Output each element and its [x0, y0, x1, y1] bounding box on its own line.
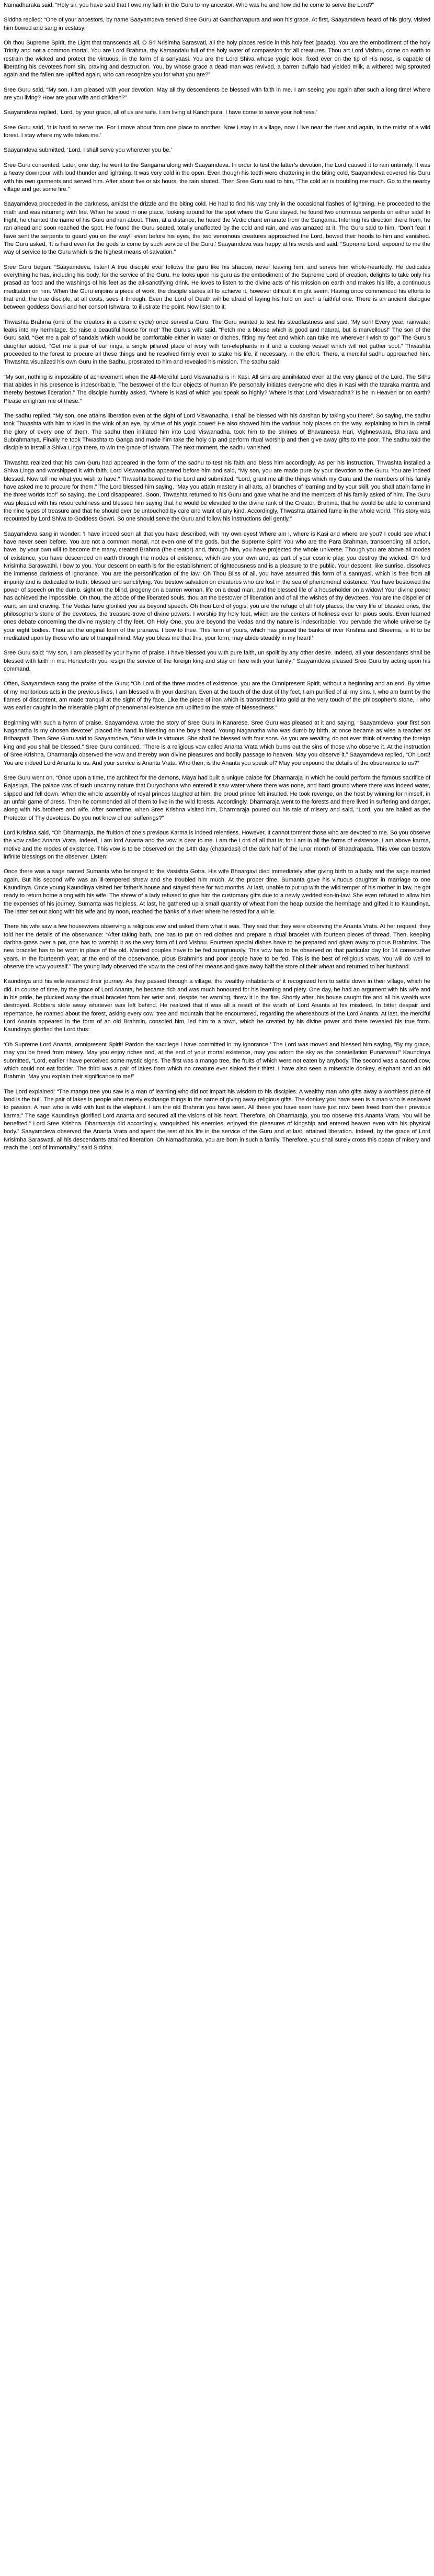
- paragraph: Sree Guru consented. Later, one day, he went to the Sangama along with Saayamdeva. In order to test the latter’s devotion, the Lord caused it to rain untimely. It was a heavy downpour with loud thunder and lightning. It was very cold in the open. Even though his teeth were chattering in the biting cold, Saayamdeva covered his Guru with his own garments and served him. After about five or six hours, the rain abated. Then Sree Guru said to him, “The cold air is troubling me much. Go to the nearby village and get some fire.”: [4, 162, 430, 193]
- paragraph: Sree Guru went on, “Once upon a time, the architect for the demons, Maya had built a unique palace for Dharmaraja in which he could perform the famous sacrifice of Rajasuya. The palace was of such uncanny nature that Duryodhana who entered it saw water where there was none, and hard ground where there was indeed water, slipped and fell down. When the whole assembly of royal princes laughed at him, the proud prince felt insulted. He took revenge, on the host by winning for himself, in an unfair game of dress. Then he commended all of them to live in the wild forests. Accordingly, Dharmaraja went to the forests and there lived in suffering and danger, along with his brothers and wife. After sometime, when Sree Krishna visited him, Dharmaraja poured out his tale of misery and said, “Lord, you are hailed as the Protector of Thy devotees. Do you not know of our sufferings?”: [4, 774, 430, 821]
- paragraph: Sree Guru said: “My son, I am pleased by your hymn of praise. I have blessed you with pure faith, un spoilt by any other desire. Indeed, all your descendants shall be blessed with faith in me. Henceforth you resign the service of the foreign king and stay on here with your family!” Saayamdeva pleased Sree Guru by acting upon his command.: [4, 650, 430, 673]
- paragraph: ‘Oh Supreme Lord Ananta, omnipresent Spirit! Pardon the sacrilege I have committed in my ignorance.’ The Lord was moved and blessed him saying, “By my grace, may you be freed from misery. May you enjoy riches and, at the end of your mortal existence, may you adorn the sky as the constellation Punarvasu!” Kaundinya submitted, “Lord, earlier I have perceived some mystic signs. The first was a mango tree, the fruits of which were not eaten by anybody. The second was a sacred cow, which could not eat fodder. The third was a pair of lakes from which no creature ever slaked their thirst. I have also seen a miserable donkey, elephant and an old Brahmin. May you explain their significance to me!”: [4, 1041, 430, 1080]
- paragraph: Saayamdeva sang in wonder: ‘I have indeed seen all that you have described, with my own eyes! Where am I, where is Kasi and where are you? I could see what I have never seen before. You are not a common mortal, not even one of the gods, but the Supreme Spirit! You who are the Para Brahman, transcending all action, have, by your own will to become the many, created Brahma (the creator) and, through him, you have projected the whole universe. Though you are above all modes of existence, you have descended on earth through the modes of existence, which are your own and, as part of your cosmic play, you destroy the wicked. Oh lord Nrisimha Saraswathi, I bow to you. Your descent on earth is for the establishment of righteousness and is a pleasure to the public. Your descent, like sunrise, dissolves the immense darkness of ignorance. You are the personification of the law. Oh Thou Bliss of all, you have assumed this form of a sannyasi, which is free from all impurity and is dedicated to truth, blessed and sanctifying. You bestow salvation on creatures who are lost in the sea of phenomenal existence. You have bestowed the power of speech on the dumb, sight on the blind, progeny on a barren woman, life on a dead man, and the blessed life of a householder on a widow! Your divine power has achieved the impossible. Oh thou, the abode of the liberated souls, thou art the bestower of liberation and of all the wishes of thy devotees. You are the dispeller of want, sin and craving. The Vedas have glorified you as beyond speech. Oh thou Lord of yogis, you are the refuge of all holy places, the very life of blessed ones, the philosopher’s stone of the devotees, the treasure-trove of divine powers. I worship thy holy feet, which are the centers of holiness ever for pious souls. Even learned ones debate concerning the divine mystery of thy feet. Oh Holy One, you are beyond the Vedas and thy nature is indescribable. You pervade the whole universe by your eight bodies. Thou art the original form of the pranava. I bow to thee. This form of yours, which has graced the banks of river Krishna and Bheema, is fit to be meditated upon by those who are of tranquil mind. May you bless me that this, your form, may abide steadily in my heart!’: [4, 530, 430, 642]
- paragraph: There his wife saw a few housewives observing a religious vow and asked them what it was. They said that they were observing the Ananta Vrata. At her request, they told her the details of the observance: “After taking bath, one has to put on red clothes and prepare a ritual bracelet with fourteen pieces of thread. Then, keeping darbha grass over a pot, one has to worship it as the very form of Lord Vishnu. Fourteen special dishes have to be prepared and given away to pious Brahmins. The new bracelet has to be worn in place of the old. Married couples have to be fed sumptuously. This vow has to be observed on that particular day for 14 consecutive years. In the fourteenth year, at the end of the observance, pious Brahmins and poor people have to be fed. This is the best of religious vows. You will do well to observe the vow yourself.” The young lady observed the vow to the best of her means and gave away half the store of their wheat and returned to her husband.: [4, 923, 430, 970]
- paragraph: Thwashta Brahma (one of the creators in a cosmic cycle) once served a Guru. The Guru wanted to test his steadfastness and said, ‘My son! Every year, rainwater leaks into my hermitage. So raise a beautiful house for me!’ The Guru’s wife said, “Fetch me a blouse which is good and natural, but is marvellous!” The son of the Guru said, “Get me a pair of sandals which would be comfortable either in water or ditches, fitting my feet and which can take me wherever I wish to go!” The Guru’s daughter added, “Get me a pair of ear rings, a single pillared place of ivory with ten-elephants in it and a cooking vessel which will not gather soot.” Thwashta proceeded to the forest to procure all these things and he resolved firmly even to stake his life, if necessary, in the effort. There, a merciful sadhu approached him. Thwashta visualized his own Guru in the Sadhu, prostrated to him and revealed his mission. The sadhu said:: [4, 319, 430, 366]
- paragraph: Sree Guru said, ‘It is hard to serve me. For I move about from one place to another. Now I stay in a village, now I live near the river and again, in the midst of a wild forest. I stay where my wife takes me.’: [4, 124, 430, 139]
- paragraph: Often, Saayamdeva sang the praise of the Guru; “Oh Lord of the three modes of existence, you are the Omnipresent Spirit, without a beginning and an end. By virtue of my meritorious acts in the previous lives, I am blessed with your darshan. Even at the touch of the dust of thy feet, I am purified of all my sins. I, who am burnt by the flames of discontent, am made tranquil at the sight of thy face. Like the piece of iron which is transmitted into gold at the very touch of the philosopher’s stone, I who was earlier caught in the miserable plight of phenomenal existence am uplifted to the state of blessedness.”: [4, 681, 430, 711]
- document-page: [4, 0, 430, 1152]
- paragraph: Kaundinya and his wife resumed their journey. As they passed through a village, the wealthy inhabitants of it recognized him to settle down in their village, which he did. In course of time, by the grace of Lord Ananta, he became rich and was much honoured for his learning and piety. One day, he had an argument with his wife and in his pride, he plucked away the ritual bracelet from her wrist and, despite her warning, threw it in the fire. Shortly after, his house caught fire and all his wealth was destroyed. Robbers stole away whatever was left behind. He realized that it was all a result of the wrath of Lord Ananta at his misdeed. In bitter despair and repentance, he roamed about the forest, asking every cow, tree and mountain that he encountered, regarding the whereabouts of the Lord Ananta. At last, the merciful Lord Ananta appeared in the form of an old Brahmin, consoled him, led him to a town, which he created by his divine power and there revealed his true form. Kaundinya glorified the Lord thus:: [4, 978, 430, 1033]
- paragraph: Sree Guru said, “My son, I am pleased with your devotion. May all thy descendents be blessed with faith in me. I am seeing you again after such a long time! Where are you living? How are your wife and children?”: [4, 86, 430, 101]
- paragraph: Lord Krishna said, “Oh Dharmaraja, the fruition of one’s previous Karma is indeed relentless. However, it cannot torment those who are devoted to me. So you observe the vow called Ananta Vrata. Indeed, I am lord Ananta and the vow is dear to me. I am the Lord of all that is; for I am in all the forms of existence. I am above karma, motive and the modes of existence. This vow is to be observed on the 14th day (chaturdasi) of the dark half of the lunar month of Bhaadrapada. This vow can bestow infinite blessings on the observer. Listen:: [4, 829, 430, 860]
- paragraph: Thwashta realized that his own Guru had appeared in the form of the sadhu to test his faith and bless him accordingly. As per his instruction, Thwashta installed a Shiva Linga and worshipped it with faith. Lord Viswanadha appeared before him and said, “My son, you are made pure by your devotion to the Guru. You are indeed blessed. Now tell me what you wish to have.” Thwashta bowed to the Lord and submitted, “Lord, grant me all the things which my Guru and the members of his family have asked me to procure for them.” The Lord blessed him saying, “May you attain mastery in all arts, all branches of learning and by your skill, you shall attain fame in the three worlds too!” so saying, the Lord disappeared. Soon, Thwashta returned to his Guru and gave what he and the members of his family asked of him. The Guru was pleased with his resourcefulness and blessed him saying that he would be elevated to the divine rank of the Creator, Brahma; that he would be able to command the nine types of treasure and that he should ever be untouched by care and want of any kind. Accordingly, Thwashta attained fame in the whole world. This story was recounted by Lord Shiva to Goddess Gowri. So one should serve the Guru and follow his instructions deli gently.”: [4, 459, 430, 523]
- paragraph: “My son, nothing is impossible of achievement when the All-Merciful Lord Viswanatha is in Kasi. All sins are annihilated even at the very glance of the Lord. The Siths that abides in his presence is indescribable. The bestower of the four objects of human life personally initiates everyone who dies in Kasi with the taaraka mantra and thereby bestows liberation.” The disciple humbly asked, “Where is Kasi of which you speak so highly? Where is that Lord Viswanadha? Is he in Heaven or on earth? Please enlighten me of these.”: [4, 374, 430, 404]
- paragraph: Beginning with such a hymn of praise, Saayamdeva wrote the story of Sree Guru in Kanarese. Sree Guru was pleased at it and saying, “Saayamdeva, your first son Naganatha is my chosen devotee” placed his hand in blessing on the boy’s head. Young Naganatha who was dumb by birth, at once became as wise a teacher as Brihaspati. Then Sree Guru said to Saayamdeva, “Your wife is virtuous. She shall be blessed with four sons. As you are wealthy, do not ever think of serving the foreign king and you shall be blessed.” Sree Guru continued, “There is a religious vow called Ananta Vrata which burns out the sins of those who observe it. At the instruction of Sree Krishna, Dharmaraja observed the vow and thereby won divine pleasures and bodily passage to heaven. May you observe it.” Saayamdeva replied, “Oh Lord! You are indeed Lord Ananta to us. And your service is Ananta Vrata. Who then, is the Ananta you speak of? May you expound the details of the observance to us?”: [4, 719, 430, 766]
- paragraph: The Lord explained: “The mango tree you saw is a man of learning who did not impart his wisdom to his disciples. A wealthy man who gifts away a worthless piece of land is the bull. The pair of lakes is people who merely exchange things in the name of giving away religious gifts. The donkey you have seen is a man who is enslaved to passion. A man who is wild with lust is the elephant. I am the old Brahmin you have seen. All these you have seen have just now been freed from their previous karma.” The sage Kaundinya glorified Lord Ananta and secured all the visions of his heart. Therefore, oh Dharmaraja, you too observe this Ananta Vrata. You will be benefited.” Lord Sree Krishna. Dharmaraja did accordingly, vanquished his enemies, enjoyed the pleasures of kingship and entered heaven even with his physical body.” Saayamdeva observed the Ananta Vrata and spent the rest of his life in the service of the Guru and at last, attained liberation. Indeed, by the grace of Lord Nrisimha Saraswati, all his descendants attained liberation. Oh Namadharaka, you are born in such a family. Therefore, you shall surely cross this ocean of misery and reach the Lord of immortality,” said Siddha.: [4, 1088, 430, 1151]
- paragraph: Namadharaka said, “Holy sir, you have said that I owe my faith in the Guru to my ancestor. Who was he and how did he come to serve the Lord?”: [4, 2, 374, 8]
- paragraph: Once there was a sage named Sumanta who belonged to the Vasishta Gotra. His wife Bhaargavi died immediately after giving birth to a baby and the sage married again. But his second wife was an ill-tempered shrew and she troubled him much. At the proper time, Sumanta gave his virtuous daughter in marriage to one Kaundinya. Once young Kaundinya visited her father’s house and stayed there for two months. At last, unable to put up with the wild temper of his mother in law, he got ready to return home along with his wife. The shrew of a lady refused to give him the customary gifts due to a newly wedded son-in-law. She even refused to allow him the expenses of his journey. Sumanta was helpless. At last, he gathered up a small quantity of wheat from the heap outside the hermitage and gifted it to Kaundinya. The latter set out along with his wife and by noon, reached the banks of a river where he rested for a while.: [4, 868, 430, 915]
- paragraph: Saayamdeva submitted, ‘Lord, I shall serve you wherever you be.’: [4, 147, 172, 154]
- paragraph: Sree Guru began: “Saayamdeva, listen! A true disciple ever follows the guru like his shadow, never leaving him, and serves him whole-heartedly. He dedicates everything he has, including his body, for the service of the Guru. He looks upon his guru as the embodiment of the Supreme Lord of creation, delights to take only his prasad as food and the washings of his feet as the all-sanctifying drink. He loves to listen to the divine acts of his mission on earth and makes his life, a continuous meditation on him. When the Guru enjoins a piece of work, the disciple stakes all to achieve it, however difficult it might seem. Having once commenced his efforts to that end, the true disciple, at all costs, sees it through. Even the Lord of Death will be afraid of laying his hold on such a faithful one. There is an ancient dialogue between goddess Gowri and her consort Ishwara, to illustrate the point. Now listen to it:: [4, 264, 430, 311]
- paragraph: Saayamdeva proceeded in the darkness, amidst the drizzle and the biting cold. He had to find his way only in the occasional flashes of lightning. He proceeded to the math and was returning with fire. When he stood in one place, looking around for the spot where the Guru stayed, he found two enormous serpents on either side! In fright, he chanted the name of his Guru and ran about. Then, at a distance, he heard the Vedic chant emanate from the Sangama. Inferring his direction there from, he ran ahead and soon reached the spot. He found the Guru seated, totally unaffected by the cold and rain, and was amazed at it. The Guru said to him, “Don’t fear! I have sent the serpents to guard you on the way!” even before his eyes, the two venomous creatures approached the Lord, bowed their hoods to him and vanished. The Guru asked, ‘It is hard even for the gods to come by such service of the Guru.’ Saayamdeva was happy at his words and said, “Supreme Lord, expound to me the way of service to the Guru which is the highest means of salvation.”: [4, 201, 430, 256]
- paragraph: Oh thou Supreme Spirit, the Light that transcends all, O Sri Nrisimha Sarasvati, all the holy places reside in this holy feet (paada). You are the embodiment of the holy Trinity and not a common mortal. You are Lord Brahma, thy Kamandalu full of the holy water of compassion for all creatures. Thou art Lord Vishnu, come on earth to restrain the wicked and protect the virtuous, in the form of a sanyaasi. You are the Lord Shiva whose yogic look, fixed ever on the tip of His nose, is capable of liberating his devotees from sin, craving and destruction. You, by whose grace a dead man was revived, a barren buffalo had yielded milk, a withered twig sprouted again and the fallen are uplifted again, who can recognize you for what you are?”: [4, 40, 430, 78]
- paragraph: Siddha replied: “One of your ancestors, by name Saayamdeva served Sree Guru at Gandharvapura and won his grace. At first, Saayamdeva heard of his glory, visited him bowed and sang in ecstasy:: [4, 17, 430, 31]
- paragraph: The sadhu replied, “My son, one attains liberation even at the sight of Lord Viswanadha. I shall be blessed with his darshan by taking you there”. So saying, the sadhu took Thwashta with him to Kasi in the wink of an eye, by virtue of his yogic power! He also showed him the various holy places on the way, explaining to him in detail the glory of every one of them. The sadhu then initiated him into Lord Viswanadha, took him to the shrines of Bhavaneesa Hari, Vighneswara, Bhairava and Subrahmanya. Finally he took Thwashta to Ganga and made him take the holy dip and perform ritual worship and then give away gifts to the poor. The sadhu told the disciple to install a Shiva Linga there, to win the grace of Ishwara. The next moment, the sadhu vanished.: [4, 413, 430, 451]
- paragraph: Saayamdeva replied, ‘Lord, by your grace, all of us are safe. I am living at Kanchipura. I have come to serve your holiness.’: [4, 109, 317, 116]
